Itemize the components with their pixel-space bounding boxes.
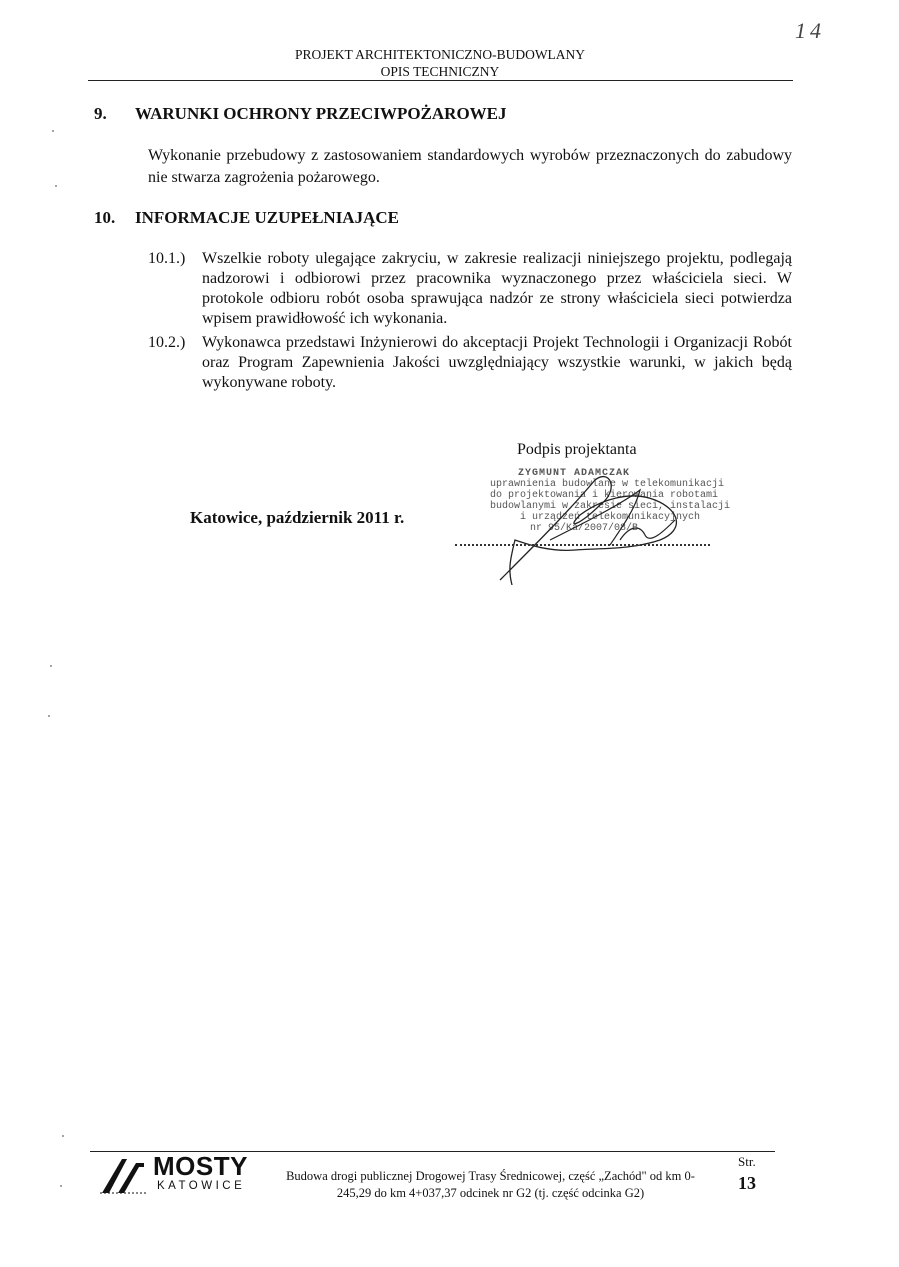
- header-subtitle: OPIS TECHNICZNY: [380, 64, 500, 79]
- section-9-paragraph: Wykonanie przebudowy z zastosowaniem standardowych wyrobów przeznaczonych do zabudowy nie stwarza zagrożenia pożarowego.: [148, 147, 792, 186]
- handwritten-page-number: 14: [795, 18, 825, 43]
- scan-speck: [52, 130, 54, 132]
- stamp-line: i urządzeń telekomunikacyjnych: [520, 512, 701, 523]
- page-number: 13: [738, 1173, 756, 1193]
- item-10-2-label: 10.2.): [148, 334, 186, 351]
- section-10-number: 10.: [94, 208, 116, 227]
- mosty-logo-icon: [100, 1157, 150, 1195]
- scan-speck: [50, 665, 52, 667]
- section-9-number: 9.: [94, 104, 107, 123]
- stamp-line: uprawnienia budowlane w telekomunikacji: [490, 479, 725, 490]
- place-and-date: Katowice, październik 2011 r.: [190, 508, 405, 527]
- scan-speck: [62, 1135, 64, 1137]
- footer-project-description: [268, 1168, 713, 1202]
- item-10-2-text: Wykonawca przedstawi Inżynierowi do akceptacji Projekt Technologii i Organizacji Robót oraz Program Zapewnienia Jakości uwzględniający wszystkie warunki, w jakich będą wykonywane roboty.: [202, 334, 792, 391]
- footer-description-line: 245,29 do km 4+037,37 odcinek nr G2 (tj. część odcinka G2): [336, 1186, 645, 1200]
- stamp-line: do projektowania i kierowania robotami: [490, 490, 719, 501]
- scan-speck: [55, 185, 57, 187]
- stamp-name: ZYGMUNT ADAMCZAK: [518, 468, 631, 479]
- item-10-1-label: 10.1.): [148, 250, 186, 267]
- header-title: PROJEKT ARCHITEKTONICZNO-BUDOWLANY: [294, 47, 586, 62]
- header-divider: [88, 80, 793, 81]
- scan-speck: [60, 1185, 62, 1187]
- stamp-line: budowlanymi w zakresie sieci, instalacji: [490, 501, 731, 512]
- section-9-title: WARUNKI OCHRONY PRZECIWPOŻAROWEJ: [135, 104, 507, 123]
- signature-label: Podpis projektanta: [517, 441, 637, 458]
- handwritten-signature: [470, 470, 731, 585]
- stamp-line: nr 95/Ka/2007/08/B: [530, 523, 639, 534]
- company-logo-name: MOSTY: [153, 1151, 248, 1181]
- section-10-title: INFORMACJE UZUPEŁNIAJĄCE: [135, 208, 399, 227]
- document-header: [90, 46, 790, 80]
- item-10-1-text: Wszelkie roboty ulegające zakryciu, w zakresie realizacji niniejszego projektu, podlegają nadzorowi i odbiorowi przez pracownika wyznaczonego przez właściciela sieci. W protokole odbioru robót osoba sprawująca nadzór ze strony właściciela sieci potwierdza wpisem prawidłowość ich wykonania.: [202, 250, 792, 327]
- signature-line: [455, 544, 710, 546]
- scan-speck: [48, 715, 50, 717]
- company-logo-city: KATOWICE: [157, 1180, 246, 1192]
- footer-description-line: Budowa drogi publicznej Drogowej Trasy Średnicowej, część „Zachód" od km 0-: [286, 1169, 695, 1183]
- page-label: Str.: [738, 1154, 756, 1169]
